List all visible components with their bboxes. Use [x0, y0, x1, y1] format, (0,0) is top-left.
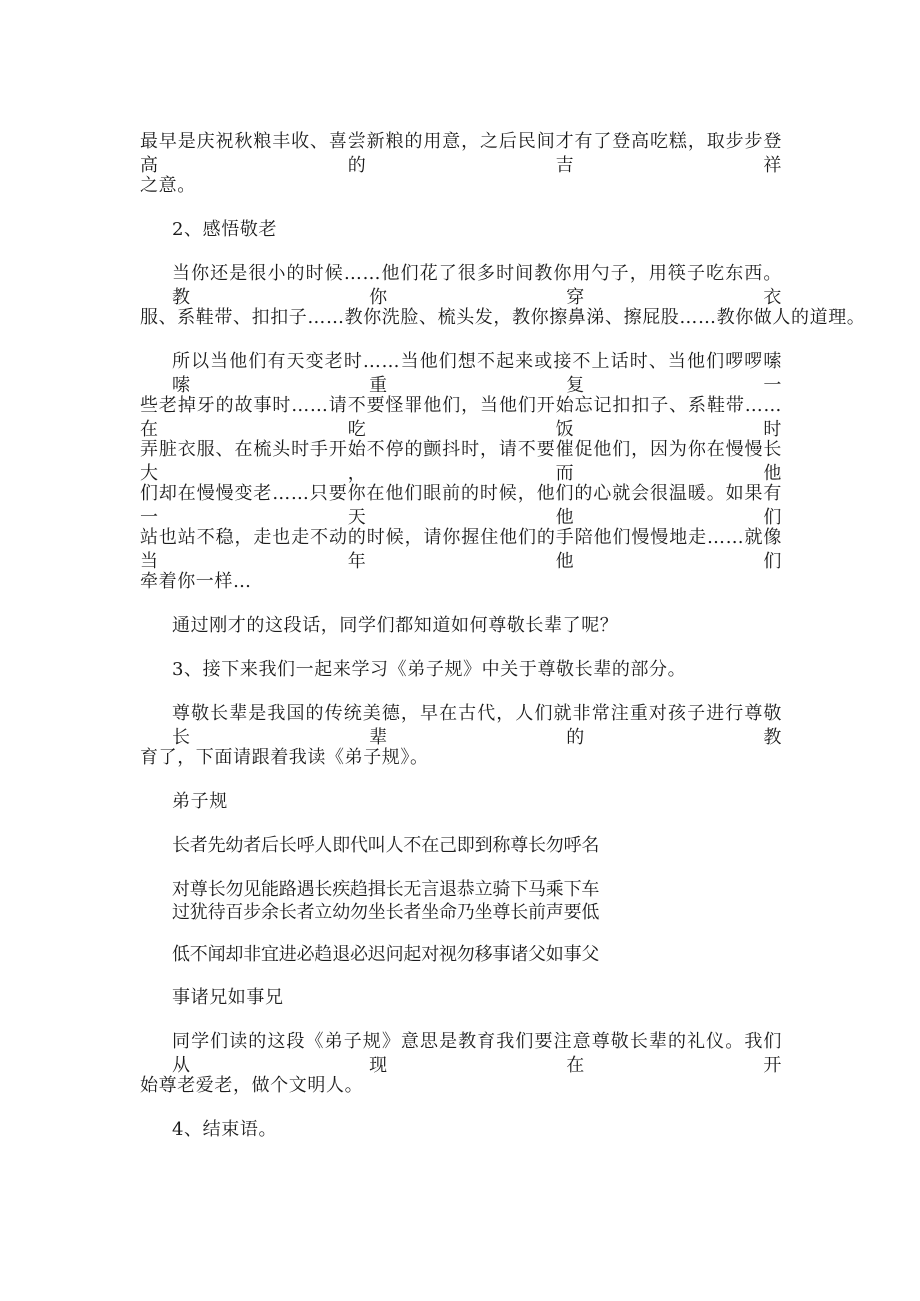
poem-line: 长者先幼者后长呼人即代叫人不在己即到称尊长勿呼名	[172, 835, 600, 856]
poem-line: 事诸兄如事兄	[172, 987, 284, 1008]
paragraph-line: 些老掉牙的故事时……请不要怪罪他们，当他们开始忘记扣扣子、系鞋带……在吃饭时	[140, 395, 782, 440]
paragraph-line: 弄脏衣服、在梳头时手开始不停的颤抖时，请不要催促他们，因为你在慢慢长大，而他	[140, 439, 782, 484]
paragraph-line: 们却在慢慢变老……只要你在他们眼前的时候，他们的心就会很温暖。如果有一天他们	[140, 483, 782, 528]
paragraph-line: 同学们读的这段《弟子规》意思是教育我们要注意尊敬长辈的礼仪。我们从现在开	[172, 1031, 782, 1076]
paragraph-line: 通过刚才的这段话，同学们都知道如何尊敬长辈了呢？	[172, 615, 619, 636]
paragraph-line: 当你还是很小的时候……他们花了很多时间教你用勺子，用筷子吃东西。教你穿衣	[172, 263, 782, 308]
poem-line: 低不闻却非宜进必趋退必迟问起对视勿移事诸父如事父	[172, 944, 600, 965]
paragraph-line: 始尊老爱老，做个文明人。	[140, 1075, 364, 1096]
paragraph-line: 服、系鞋带、扣扣子……教你洗脸、梳头发，教你擦鼻涕、擦屁股……教你做人的道理。	[140, 307, 866, 328]
paragraph-line: 所以当他们有天变老时……当他们想不起来或接不上话时、当他们啰啰嗦嗦重复一	[172, 351, 782, 396]
paragraph-line: 尊敬长辈是我国的传统美德，早在古代，人们就非常注重对孩子进行尊敬长辈的教	[172, 703, 782, 748]
section-heading-4: 4、结束语。	[172, 1119, 278, 1140]
paragraph-line: 最早是庆祝秋粮丰收、喜尝新粮的用意，之后民间才有了登高吃糕，取步步登高的吉祥	[140, 131, 782, 176]
poem-title: 弟子规	[172, 791, 228, 812]
paragraph-line: 之意。	[140, 175, 196, 196]
poem-line: 对尊长勿见能路遇长疾趋揖长无言退恭立骑下马乘下车	[172, 879, 600, 900]
paragraph-line: 牵着你一样…	[140, 571, 252, 592]
section-heading-2: 2、感悟敬老	[172, 219, 278, 240]
paragraph-line: 育了，下面请跟着我读《弟子规》。	[140, 747, 429, 768]
poem-line: 过犹待百步余长者立幼勿坐长者坐命乃坐尊长前声要低	[172, 902, 600, 923]
section-heading-3: 3、接下来我们一起来学习《弟子规》中关于尊敬长辈的部分。	[172, 659, 687, 680]
paragraph-line: 站也站不稳，走也走不动的时候，请你握住他们的手陪他们慢慢地走……就像当年他们	[140, 527, 782, 572]
